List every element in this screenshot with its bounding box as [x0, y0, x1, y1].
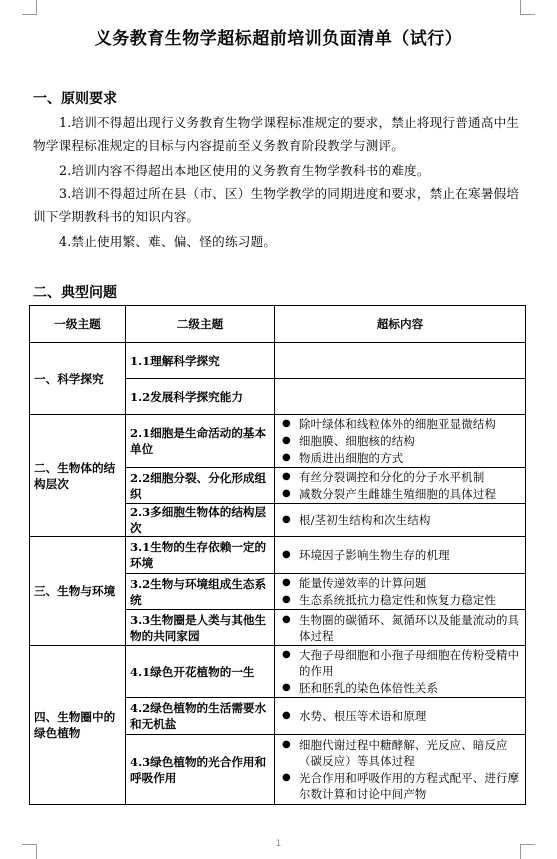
list-item-text: 根/茎初生结构和次生结构 — [299, 513, 431, 527]
over-standard-content — [275, 504, 526, 537]
bullet-dot-icon: ● — [282, 739, 291, 750]
list-item-text: 有丝分裂调控和分化的分子水平机制 — [299, 470, 485, 484]
level2-topic: 4.3绿色植物的光合作用和呼吸作用 — [126, 735, 275, 805]
list-item — [279, 612, 521, 644]
list-item — [279, 416, 521, 432]
crop-mark-top-left — [22, 0, 37, 15]
content-list — [279, 575, 521, 608]
list-item — [279, 450, 521, 466]
over-standard-content — [275, 343, 526, 379]
list-item — [279, 512, 521, 528]
over-standard-content — [275, 537, 526, 574]
bullet-dot-icon: ● — [282, 649, 291, 660]
principle-paragraph-2: 2.培训内容不得超出本地区使用的义务教育生物学教科书的难度。 — [59, 163, 430, 178]
bullet-dot-icon: ● — [282, 418, 291, 429]
principle-paragraph-3: 3.培训不得超过所在县（市、区）生物学教学的同期进度和要求，禁止在寒暑假培训下学期教科书的知识内容。 — [33, 186, 520, 224]
content-list — [279, 512, 521, 528]
level2-topic: 2.2细胞分裂、分化形成组织 — [126, 468, 275, 504]
negative-list-table — [29, 305, 526, 805]
content-list — [279, 547, 521, 563]
list-item-text: 除叶绿体和线粒体外的细胞亚显微结构 — [299, 417, 497, 431]
content-list — [279, 612, 521, 644]
crop-mark-top-right — [520, 0, 535, 15]
content-list — [279, 469, 521, 502]
table-row — [30, 343, 526, 379]
principle-paragraph-4: 4.禁止使用繁、难、偏、怪的练习题。 — [59, 234, 277, 249]
list-item-text: 减数分裂产生雌雄生殖细胞的具体过程 — [299, 487, 497, 501]
list-item-text: 细胞膜、细胞核的结构 — [299, 434, 415, 448]
header-level1: 一级主题 — [30, 306, 126, 343]
list-item-text: 物质进出细胞的方式 — [299, 451, 404, 465]
level2-topic: 2.3多细胞生物体的结构层次 — [126, 504, 275, 537]
content-list — [279, 647, 521, 696]
bullet-dot-icon: ● — [282, 435, 291, 446]
over-standard-content — [275, 468, 526, 504]
list-item — [279, 592, 521, 608]
list-item — [279, 647, 521, 679]
principle-paragraph-1: 1.培训不得超出现行义务教育生物学课程标准规定的要求，禁止将现行普通高中生物学课程标准规定的目标与内容提前至义务教育阶段教学与测评。 — [33, 115, 520, 153]
level2-topic: 3.3生物圈是人类与其他生物的共同家园 — [126, 610, 275, 646]
bullet-dot-icon: ● — [282, 613, 291, 625]
list-item-text: 细胞代谢过程中糖酵解、光反应、暗反应（碳反应）等具体过程 — [299, 738, 508, 768]
list-item — [279, 433, 521, 449]
table-row — [30, 537, 526, 574]
content-list — [279, 416, 521, 466]
list-item — [279, 547, 521, 563]
level2-topic: 2.1细胞是生命活动的基本单位 — [126, 415, 275, 468]
list-item-text: 环境因子影响生物生存的机理 — [299, 548, 450, 562]
list-item-text: 生态系统抵抗力稳定性和恢复力稳定性 — [299, 593, 497, 607]
bullet-dot-icon: ● — [282, 682, 291, 693]
table-row — [30, 415, 526, 468]
list-item-text: 能量传递效率的计算问题 — [299, 576, 427, 590]
level2-topic: 3.1生物的生存依赖一定的环境 — [126, 537, 275, 574]
level2-topic: 3.2生物与环境组成生态系统 — [126, 574, 275, 610]
bullet-dot-icon: ● — [282, 577, 291, 588]
level2-topic: 1.2发展科学探究能力 — [126, 379, 275, 415]
content-list — [279, 737, 521, 802]
page-number: 1 — [275, 839, 282, 849]
content-list — [279, 708, 521, 724]
over-standard-content — [275, 735, 526, 805]
bullet-dot-icon: ● — [282, 772, 291, 783]
table-row — [30, 646, 526, 698]
list-item-text: 大孢子母细胞和小孢子母细胞在传粉受精中的作用 — [299, 648, 520, 678]
table-header-row — [30, 306, 526, 343]
list-item-text: 生物圈的碳循环、氮循环以及能量流动的具体过程 — [299, 612, 520, 643]
bullet-dot-icon: ● — [282, 471, 291, 482]
list-item — [279, 680, 521, 696]
page-title: 义务教育生物学超标超前培训负面清单（试行） — [94, 29, 463, 49]
bullet-dot-icon: ● — [282, 549, 291, 560]
level1-topic: 三、生物与环境 — [30, 537, 126, 646]
level2-topic: 4.2绿色植物的生活需要水和无机盐 — [126, 698, 275, 735]
list-item — [279, 708, 521, 724]
list-item — [279, 486, 521, 502]
bullet-dot-icon: ● — [282, 710, 291, 721]
list-item-text: 光合作用和呼吸作用的方程式配平、进行摩尔数计算和讨论中间产物 — [299, 771, 520, 801]
bullet-dot-icon: ● — [282, 594, 291, 605]
bullet-dot-icon: ● — [282, 452, 291, 463]
bullet-dot-icon: ● — [282, 514, 291, 525]
level2-topic: 1.1理解科学探究 — [126, 343, 275, 379]
level1-topic: 四、生物圈中的绿色植物 — [30, 646, 126, 805]
section-heading-principles: 一、原则要求 — [33, 91, 117, 107]
header-level2: 二级主题 — [126, 306, 275, 343]
level2-topic: 4.1绿色开花植物的一生 — [126, 646, 275, 698]
over-standard-content — [275, 610, 526, 646]
header-content: 超标内容 — [275, 306, 526, 343]
bullet-dot-icon: ● — [282, 488, 291, 499]
list-item — [279, 575, 521, 591]
level1-topic: 二、生物体的结构层次 — [30, 415, 126, 537]
list-item — [279, 737, 521, 769]
over-standard-content — [275, 574, 526, 610]
over-standard-content — [275, 415, 526, 468]
table-body — [30, 343, 526, 805]
over-standard-content — [275, 379, 526, 415]
level1-topic: 一、科学探究 — [30, 343, 126, 415]
section-heading-typical-issues: 二、典型问题 — [33, 285, 117, 301]
list-item — [279, 770, 521, 802]
over-standard-content — [275, 698, 526, 735]
over-standard-content — [275, 646, 526, 698]
list-item-text: 胚和胚乳的染色体倍性关系 — [299, 681, 439, 695]
list-item — [279, 469, 521, 485]
list-item-text: 水势、根压等术语和原理 — [299, 709, 427, 723]
